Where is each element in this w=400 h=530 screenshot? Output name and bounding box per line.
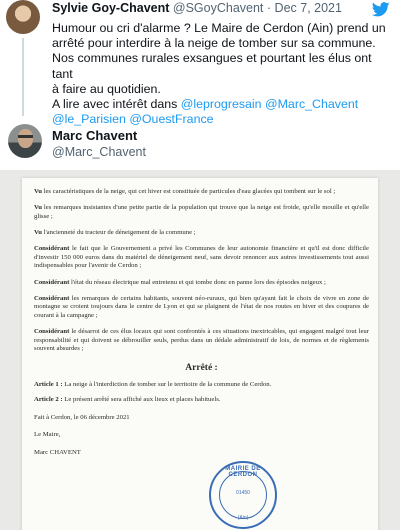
mention-link[interactable]: @le_Parisien <box>52 112 126 127</box>
document-page <box>22 178 378 530</box>
document-paragraph: Considérant le fait que le Gouvernement a privé les Communes de leur autonomie financière et qu'il est donc difficile d'investir 150 000 euros dans du matériel de déneigement neuf, sans devoir renoncer aux autres investissements tout aussi indispensables pour l'avenir de Cerdon ; <box>34 245 369 270</box>
document-body <box>34 188 369 466</box>
signatory-name: Marc CHAVENT <box>34 448 81 456</box>
tweet-text <box>52 21 392 127</box>
author-handle[interactable]: @SGoyChavent <box>172 1 264 15</box>
signature-block <box>34 414 369 458</box>
stamp-top-text: MAIRIE DE CERDON <box>225 466 261 478</box>
avatar[interactable] <box>6 0 40 34</box>
decree-title: Arrêté : <box>185 362 218 373</box>
document-paragraph: Vu les remarques insistantes d'une petite partie de la population qui trouve que la neige est froide, qu'elle mouille et qu'elle glisse ; <box>34 204 369 220</box>
town-hall-stamp <box>209 461 277 529</box>
thread-connector <box>22 38 24 116</box>
tweet-media-image[interactable] <box>0 170 400 530</box>
tweet-date[interactable]: Dec 7, 2021 <box>274 1 342 15</box>
document-paragraph: Considérant le désarroi de ces élus locaux qui sont confrontés à ces situations inextricables, qui engagent malgré tout leur responsabilité et qui doivent se débrouiller seuls, perdus dans un dédale administratif de lois, de normes et de règlements souvent absurdes ; <box>34 328 369 353</box>
mention-link[interactable]: @Marc_Chavent <box>265 97 359 112</box>
signatory-role: Le Maire, <box>34 431 61 439</box>
tweet-text-line: à faire au quotidien. <box>52 81 161 96</box>
tweet-header <box>52 1 342 15</box>
separator: · <box>266 1 272 15</box>
document-paragraph: Considérant les remarques de certains habitants, souvent néo-ruraux, qui bien qu'ayant fait le choix de vivre en zone de montagne se croient toujours dans le centre de Lyon et qui se plaignent de l'état de nos routes en hiver et des coupures de courant à la campagne ; <box>34 294 369 319</box>
decree-article: Article 2 : Le présent arrêté sera affiché aux lieux et places habituels. <box>34 396 221 404</box>
twitter-bird-icon <box>372 2 390 17</box>
mention-link[interactable]: @OuestFrance <box>129 112 214 127</box>
avatar-glasses <box>18 135 33 138</box>
tweet-text-line: arrêté pour interdire à la neige de tomber sur sa commune. <box>52 36 376 51</box>
author-name[interactable]: Marc Chavent <box>52 128 138 143</box>
author-handle[interactable]: @Marc_Chavent <box>52 145 146 159</box>
decree-article: Article 1 : La neige à l'interdiction de tomber sur le territoire de la commune de Cerdon. <box>34 381 272 389</box>
read-prefix: A lire avec intérêt dans <box>52 97 181 112</box>
avatar[interactable] <box>8 124 42 158</box>
stamp-bottom-text: (Ain) <box>237 515 249 521</box>
author-name[interactable]: Sylvie Goy-Chavent <box>52 1 170 15</box>
mention-link[interactable]: @leprogresain <box>180 97 262 112</box>
quoted-parent-tweet[interactable] <box>0 0 400 127</box>
tweet-author[interactable] <box>0 118 400 166</box>
tweet-text-line: Humour ou cri d'alarme ? Le Maire de Cerdon (Ain) prend un <box>52 21 386 35</box>
stamp-mid-text: 01450 <box>236 490 250 496</box>
done-at: Fait à Cerdon, le 06 décembre 2021 <box>34 413 130 421</box>
document-paragraph: Vu l'ancienneté du tracteur de déneigement de la commune ; <box>34 228 196 236</box>
document-paragraph: Considérant l'état du réseau électrique mal entretenu et qui tombe donc en panne lors des épisodes neigeux ; <box>34 278 326 286</box>
tweet-text-line <box>52 97 392 112</box>
document-paragraph: Vu les caractéristiques de la neige, qui cet hiver est constituée de particules d'eau glacées qui tombent sur le sol ; <box>34 188 336 195</box>
avatar-face <box>18 129 33 148</box>
tweet-text-line: Nos communes rurales exsangues et pourtant les élus ont tant <box>52 51 372 81</box>
